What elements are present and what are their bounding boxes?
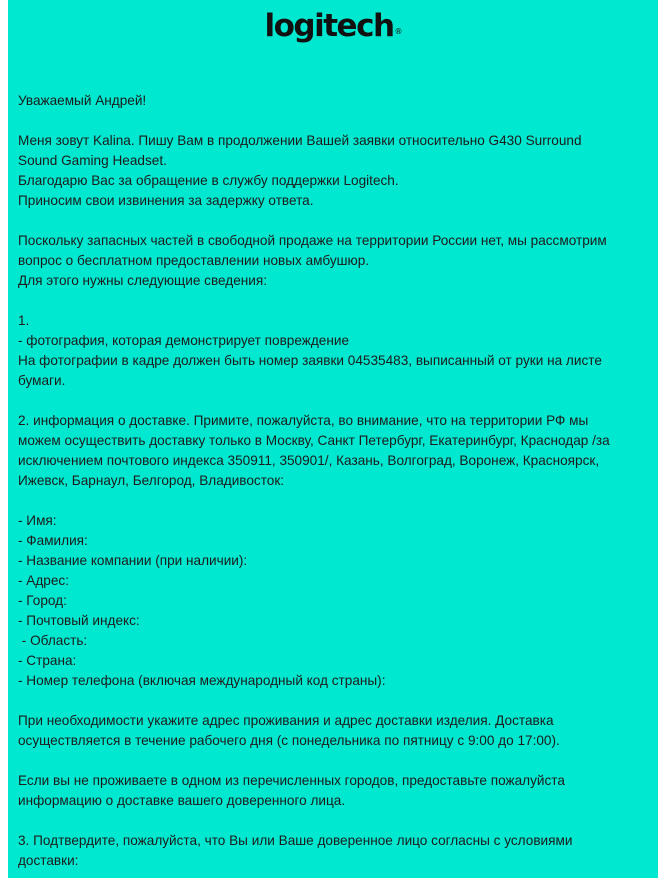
field-first-name: - Имя: bbox=[18, 513, 57, 528]
section-2-line: исключением почтового индекса 350911, 350901/, Казань, Волгоград, Воронеж, Красноярск, bbox=[18, 453, 600, 468]
parts-line: Поскольку запасных частей в свободной продаже на территории России нет, мы рассмотрим bbox=[18, 233, 607, 248]
delivery-line: осуществляется в течение рабочего дня (с понедельника по пятницу с 9:00 до 17:00). bbox=[18, 733, 560, 748]
intro-line: Sound Gaming Headset. bbox=[18, 153, 167, 168]
logitech-logo bbox=[8, 6, 658, 46]
section-1-paragraph bbox=[18, 311, 648, 391]
field-address: - Адрес: bbox=[18, 573, 69, 588]
email-body-panel bbox=[8, 0, 658, 878]
field-phone: - Номер телефона (включая международный код страны): bbox=[18, 673, 386, 688]
proxy-paragraph bbox=[18, 771, 648, 811]
email-message bbox=[18, 91, 648, 878]
section-1-item: - фотография, которая демонстрирует повреждение bbox=[18, 333, 350, 348]
section-3-line: 3. Подтвердите, пожалуйста, что Вы или Ваше доверенное лицо согласны с условиями bbox=[18, 833, 573, 848]
section-2-line: 2. информация о доставке. Примите, пожалуйста, во внимание, что на территории РФ мы bbox=[18, 413, 589, 428]
section-1-note: бумаги. bbox=[18, 373, 66, 388]
logo-text: logitech bbox=[264, 8, 394, 44]
parts-line: Для этого нужны следующие сведения: bbox=[18, 273, 268, 288]
field-last-name: - Фамилия: bbox=[18, 533, 88, 548]
intro-line: Благодарю Вас за обращение в службу поддержки Logitech. bbox=[18, 173, 399, 188]
intro-paragraph bbox=[18, 131, 648, 211]
delivery-hours-paragraph bbox=[18, 711, 648, 751]
intro-line: Приносим свои извинения за задержку ответа. bbox=[18, 193, 314, 208]
proxy-line: информацию о доставке вашего доверенного лица. bbox=[18, 793, 346, 808]
delivery-fields-list bbox=[18, 511, 648, 691]
proxy-line: Если вы не проживаете в одном из перечисленных городов, предоставьте пожалуйста bbox=[18, 773, 565, 788]
registered-mark: ® bbox=[394, 27, 403, 36]
parts-paragraph bbox=[18, 231, 648, 291]
section-3-paragraph bbox=[18, 831, 648, 871]
section-2-line: можем осуществить доставку только в Москву, Санкт Петербург, Екатеринбург, Краснодар /за bbox=[18, 433, 610, 448]
section-1-note: На фотографии в кадре должен быть номер заявки 04535483, выписанный от руки на листе bbox=[18, 353, 602, 368]
field-region: - Область: bbox=[18, 633, 88, 648]
field-city: - Город: bbox=[18, 593, 67, 608]
section-2-paragraph bbox=[18, 411, 648, 491]
delivery-line: При необходимости укажите адрес проживания и адрес доставки изделия. Доставка bbox=[18, 713, 554, 728]
greeting-paragraph bbox=[18, 91, 648, 111]
section-3-line: доставки: bbox=[18, 853, 79, 868]
section-2-line: Ижевск, Барнаул, Белгород, Владивосток: bbox=[18, 473, 285, 488]
parts-line: вопрос о бесплатном предоставлении новых амбушюр. bbox=[18, 253, 370, 268]
field-postal-code: - Почтовый индекс: bbox=[18, 613, 140, 628]
greeting-text: Уважаемый Андрей! bbox=[18, 93, 147, 108]
field-company: - Название компании (при наличии): bbox=[18, 553, 248, 568]
section-1-number: 1. bbox=[18, 313, 30, 328]
intro-line: Меня зовут Kalina. Пишу Вам в продолжении Вашей заявки относительно G430 Surround bbox=[18, 133, 582, 148]
field-country: - Страна: bbox=[18, 653, 77, 668]
